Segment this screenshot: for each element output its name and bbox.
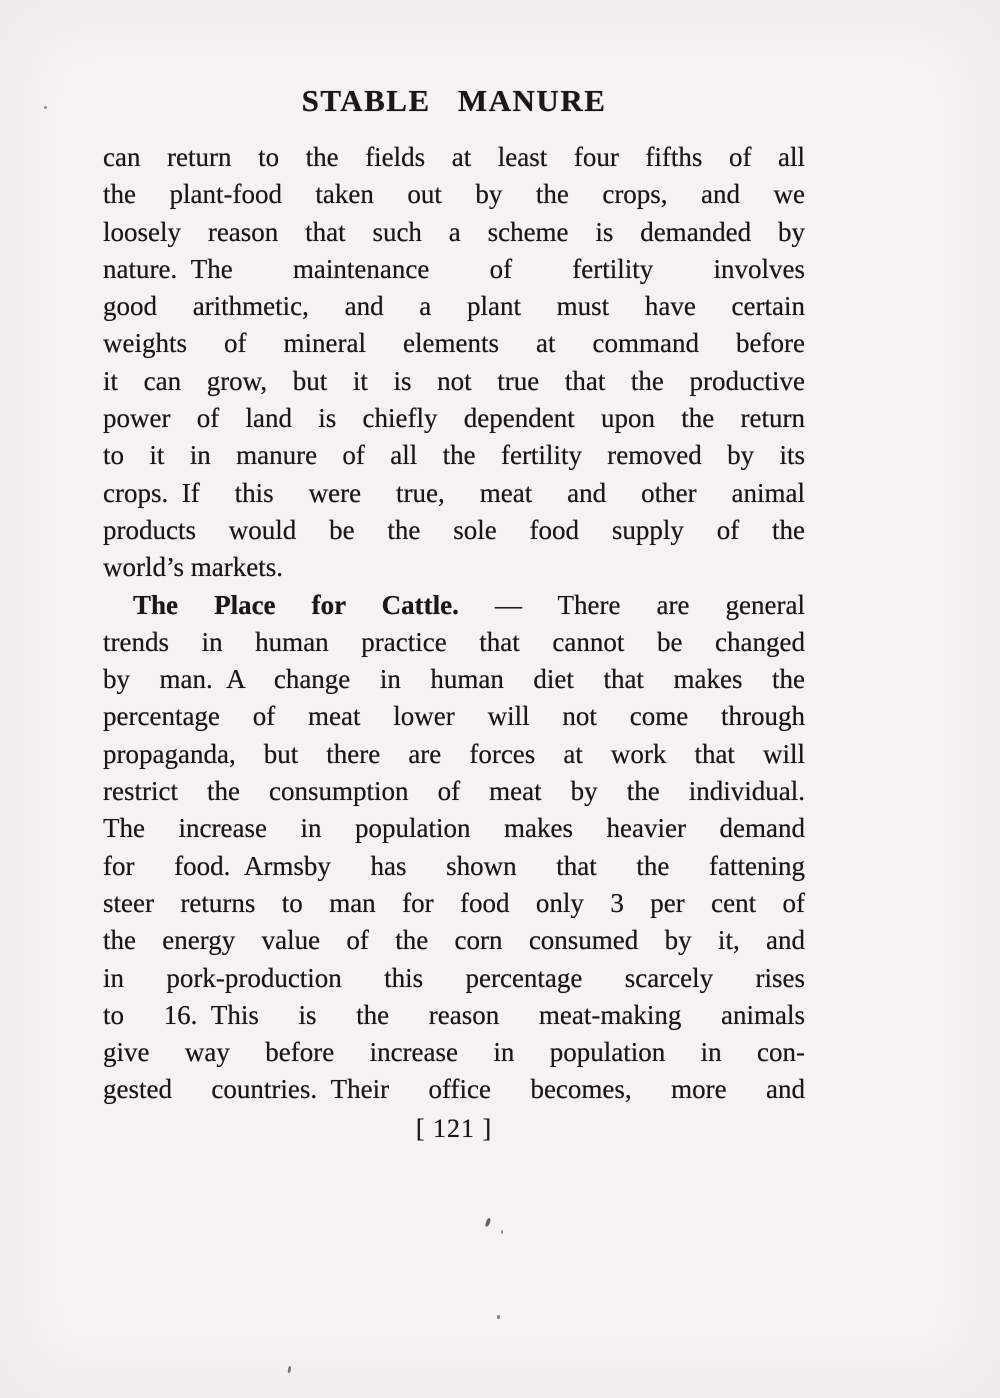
section-lead-rest: — There are general: [458, 589, 805, 620]
text-line: percentage of meat lower will not come through: [103, 701, 805, 732]
scan-speck: [485, 1218, 491, 1228]
scan-speck: [497, 1315, 500, 1319]
text-line: it can grow, but it is not true that the productive: [103, 365, 805, 396]
text-line: for food. Armsby has shown that the fattening: [103, 850, 805, 881]
text-line: The increase in population makes heavier demand: [103, 813, 805, 844]
scan-speck: [501, 1230, 503, 1234]
text-line: the plant-food taken out by the crops, and we: [103, 179, 805, 210]
page-number: [ 121 ]: [415, 1113, 493, 1143]
text-line: power of land is chiefly dependent upon the return: [103, 403, 805, 434]
section-lead-bold: The Place for Cattle.: [133, 589, 459, 620]
text-line-paragraph-lead: [103, 587, 805, 624]
body-text: [103, 139, 805, 1147]
text-line: to it in manure of all the fertility removed by its: [103, 440, 805, 471]
text-line: in pork-production this percentage scarcely rises: [103, 962, 805, 993]
text-line: to 16. This is the reason meat-making animals: [103, 999, 805, 1030]
text-line: loosely reason that such a scheme is demanded by: [103, 216, 805, 247]
text-line: crops. If this were true, meat and other animal: [103, 477, 805, 508]
text-line: trends in human practice that cannot be changed: [103, 626, 805, 657]
text-line: give way before increase in population in con-: [103, 1037, 805, 1068]
scan-speck: [288, 1366, 292, 1373]
text-line: restrict the consumption of meat by the individual.: [103, 776, 805, 807]
text-line: good arithmetic, and a plant must have certain: [103, 291, 805, 322]
text-line-paragraph-end: world’s markets.: [103, 552, 283, 583]
text-line: weights of mineral elements at command before: [103, 328, 805, 359]
page-title: STABLE MANURE: [301, 83, 607, 118]
text-line: propaganda, but there are forces at work that will: [103, 738, 805, 769]
text-line: gested countries. Their office becomes, more and: [103, 1074, 805, 1105]
scan-speck: [44, 106, 47, 109]
text-line: products would be the sole food supply of the: [103, 514, 805, 545]
text-line: steer returns to man for food only 3 per cent of: [103, 887, 805, 918]
text-line: the energy value of the corn consumed by it, and: [103, 925, 805, 956]
text-line: nature. The maintenance of fertility involves: [103, 253, 805, 284]
text-line: by man. A change in human diet that makes the: [103, 664, 805, 695]
text-line: can return to the fields at least four fifths of all: [103, 142, 805, 172]
